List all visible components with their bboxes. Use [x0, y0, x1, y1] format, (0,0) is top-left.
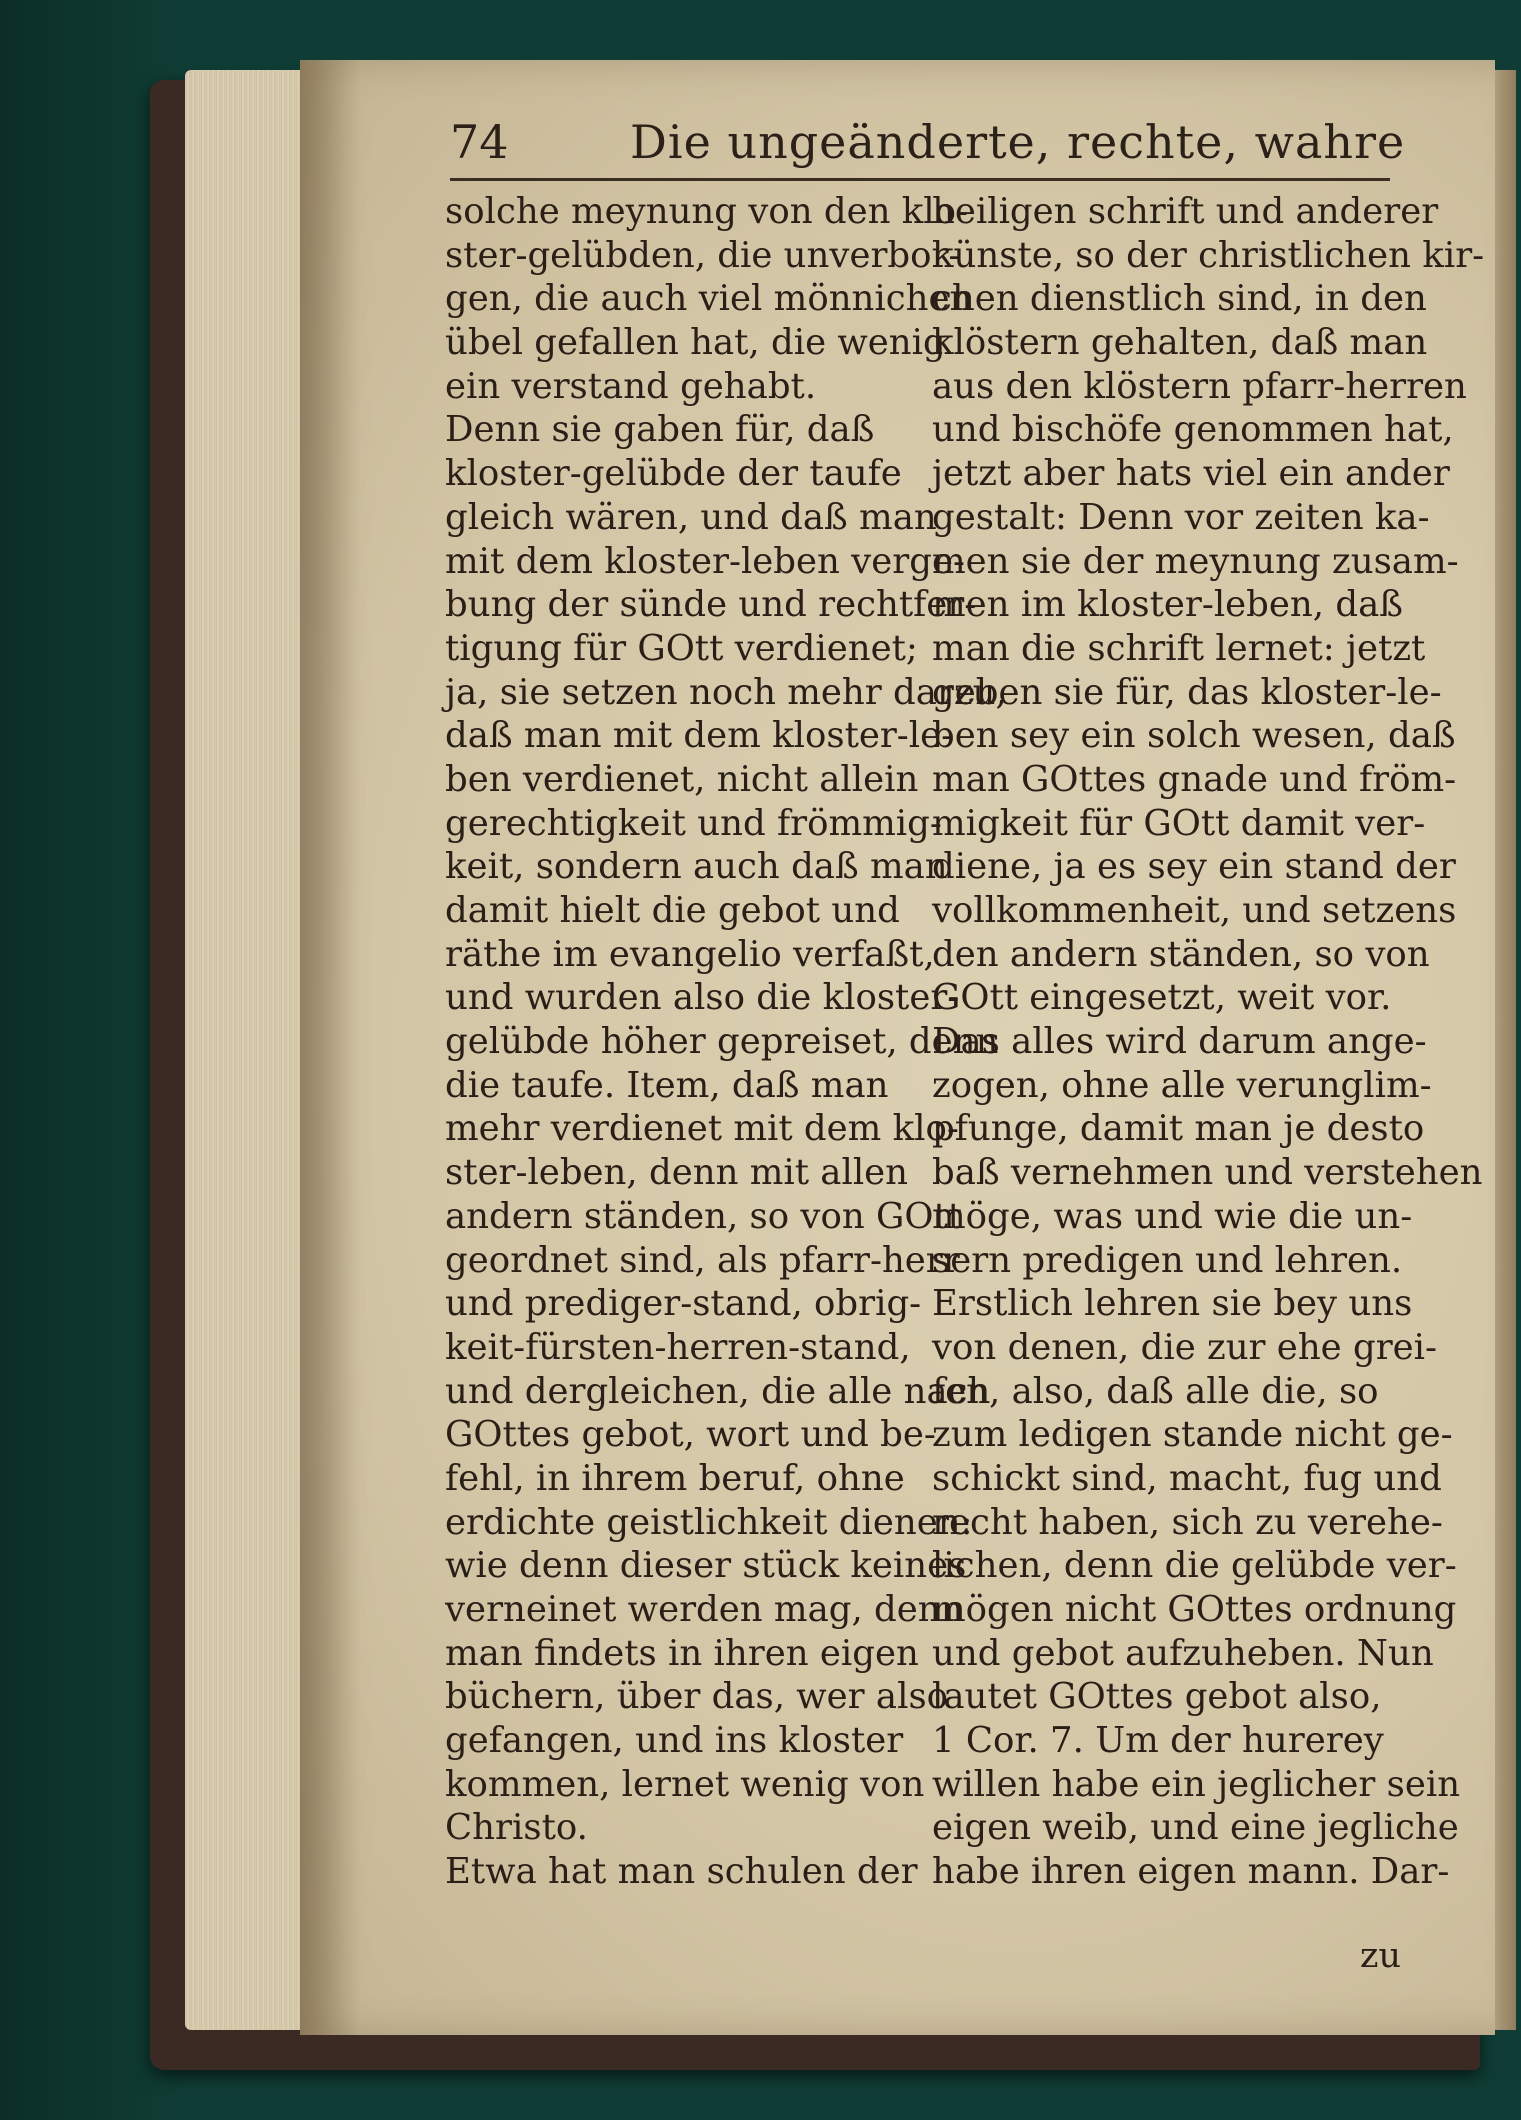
text-line: lautet GOttes gebot also, — [932, 1676, 1382, 1718]
text-line: 1 Cor. 7. Um der hurerey — [932, 1720, 1384, 1762]
text-line: gefangen, und ins kloster — [445, 1720, 904, 1762]
text-line: heiligen schrift und anderer — [932, 191, 1439, 232]
text-line: men im kloster-leben, daß — [932, 584, 1403, 626]
text-line: GOttes gebot, wort und be- — [445, 1414, 936, 1456]
text-line: men sie der meynung zusam- — [932, 540, 1459, 582]
text-line: habe ihren eigen mann. Dar- — [932, 1851, 1450, 1893]
text-line: mit dem kloster-leben verge- — [445, 540, 965, 582]
text-line: bung der sünde und rechtfer- — [445, 584, 977, 626]
text-line: und wurden also die kloster- — [445, 977, 960, 1019]
text-line: zogen, ohne alle verunglim- — [932, 1064, 1432, 1106]
text-line: aus den klöstern pfarr-herren — [932, 365, 1467, 407]
text-line: recht haben, sich zu verehe- — [932, 1501, 1443, 1543]
text-line: und bischöfe genommen hat, — [932, 409, 1454, 451]
text-line: baß vernehmen und verstehen — [932, 1152, 1483, 1194]
text-line: gestalt: Denn vor zeiten ka- — [932, 496, 1430, 538]
text-line: keit-fürsten-herren-stand, — [445, 1326, 911, 1368]
text-line: wie denn dieser stück keines — [445, 1545, 967, 1587]
text-line: gen, die auch viel mönnichen — [445, 278, 973, 320]
text-line: willen habe ein jeglicher sein — [932, 1763, 1461, 1805]
page-number: 74 — [450, 115, 509, 169]
text-line: man GOttes gnade und fröm- — [932, 758, 1457, 800]
text-line: Denn sie gaben für, daß — [445, 409, 875, 451]
text-line: man findets in ihren eigen — [445, 1632, 919, 1674]
text-line: Christo. — [445, 1807, 588, 1849]
text-line: tigung für GOtt verdienet; — [445, 627, 918, 669]
text-line: künste, so der christlichen kir- — [932, 234, 1485, 276]
text-line: chen dienstlich sind, in den — [932, 278, 1427, 320]
text-line: ster-gelübden, die unverbor- — [445, 234, 961, 276]
text-line: geordnet sind, als pfarr-herr — [445, 1239, 960, 1281]
text-line: GOtt eingesetzt, weit vor. — [932, 977, 1392, 1019]
text-line: und prediger-stand, obrig- — [445, 1283, 922, 1325]
text-line: daß man mit dem kloster-le- — [445, 715, 954, 757]
text-line: mögen nicht GOttes ordnung — [932, 1589, 1457, 1630]
text-line: andern ständen, so von GOtt — [445, 1195, 963, 1237]
text-line: fehl, in ihrem beruf, ohne — [445, 1457, 905, 1499]
gutter-shadow — [300, 60, 360, 2035]
text-line: gleich wären, und daß man — [445, 496, 937, 538]
text-line: eigen weib, und eine jegliche — [932, 1807, 1459, 1849]
text-line: schickt sind, macht, fug und — [932, 1457, 1442, 1499]
text-line: damit hielt die gebot und — [445, 890, 900, 931]
text-line: verneinet werden mag, denn — [445, 1589, 964, 1630]
catchword: zu — [1360, 1936, 1401, 1976]
text-line: migkeit für GOtt damit ver- — [932, 802, 1426, 844]
text-line: pfunge, damit man je desto — [932, 1108, 1425, 1150]
text-line: jetzt aber hats viel ein ander — [932, 453, 1450, 495]
text-line: erdichte geistlichkeit dienen: — [445, 1501, 973, 1543]
left-text-column — [445, 190, 1007, 1894]
text-line: und gebot aufzuheben. Nun — [932, 1632, 1434, 1674]
text-line: von denen, die zur ehe grei- — [932, 1326, 1438, 1368]
text-line: ja, sie setzen noch mehr darzu, — [445, 671, 1007, 713]
text-line: klöstern gehalten, daß man — [932, 322, 1428, 364]
text-line: die taufe. Item, daß man — [445, 1064, 889, 1106]
text-line: man die schrift lernet: jetzt — [932, 627, 1426, 669]
text-line: Erstlich lehren sie bey uns — [932, 1283, 1413, 1325]
text-line: Das alles wird darum ange- — [932, 1021, 1427, 1063]
text-line: gelübde höher gepreiset, denn — [445, 1021, 999, 1063]
text-line: übel gefallen hat, die wenig — [445, 322, 946, 364]
text-line: ben sey ein solch wesen, daß — [932, 715, 1456, 757]
text-line: diene, ja es sey ein stand der — [932, 846, 1456, 888]
text-line: und dergleichen, die alle nach — [445, 1370, 991, 1412]
page-header — [300, 115, 1460, 175]
text-line: ster-leben, denn mit allen — [445, 1152, 909, 1194]
text-line: fen, also, daß alle die, so — [932, 1370, 1379, 1412]
text-line: ben verdienet, nicht allein — [445, 758, 919, 800]
text-line: sern predigen und lehren. — [932, 1239, 1403, 1281]
text-line: kommen, lernet wenig von — [445, 1763, 925, 1805]
text-line: den andern ständen, so von — [932, 933, 1430, 975]
header-rule — [450, 178, 1390, 181]
book-page — [300, 60, 1495, 2035]
right-text-column — [932, 190, 1485, 1894]
text-line: möge, was und wie die un- — [932, 1195, 1413, 1237]
text-line: lichen, denn die gelübde ver- — [932, 1545, 1457, 1587]
text-line: solche meynung von den klo- — [445, 191, 969, 232]
text-line: gerechtigkeit und frömmig- — [445, 802, 942, 844]
text-line: Etwa hat man schulen der — [445, 1851, 918, 1893]
text-line: kloster-gelübde der taufe — [445, 453, 902, 495]
text-line: vollkommenheit, und setzens — [932, 890, 1457, 931]
text-line: büchern, über das, wer also — [445, 1676, 949, 1718]
text-line: mehr verdienet mit dem klo- — [445, 1108, 959, 1150]
text-line: geben sie für, das kloster-le- — [932, 671, 1442, 713]
running-title: Die ungeänderte, rechte, wahre — [630, 115, 1406, 169]
text-line: keit, sondern auch daß man — [445, 846, 948, 888]
text-line: ein verstand gehabt. — [445, 365, 817, 407]
text-line: räthe im evangelio verfaßt, — [445, 933, 935, 975]
text-line: zum ledigen stande nicht ge- — [932, 1414, 1453, 1456]
